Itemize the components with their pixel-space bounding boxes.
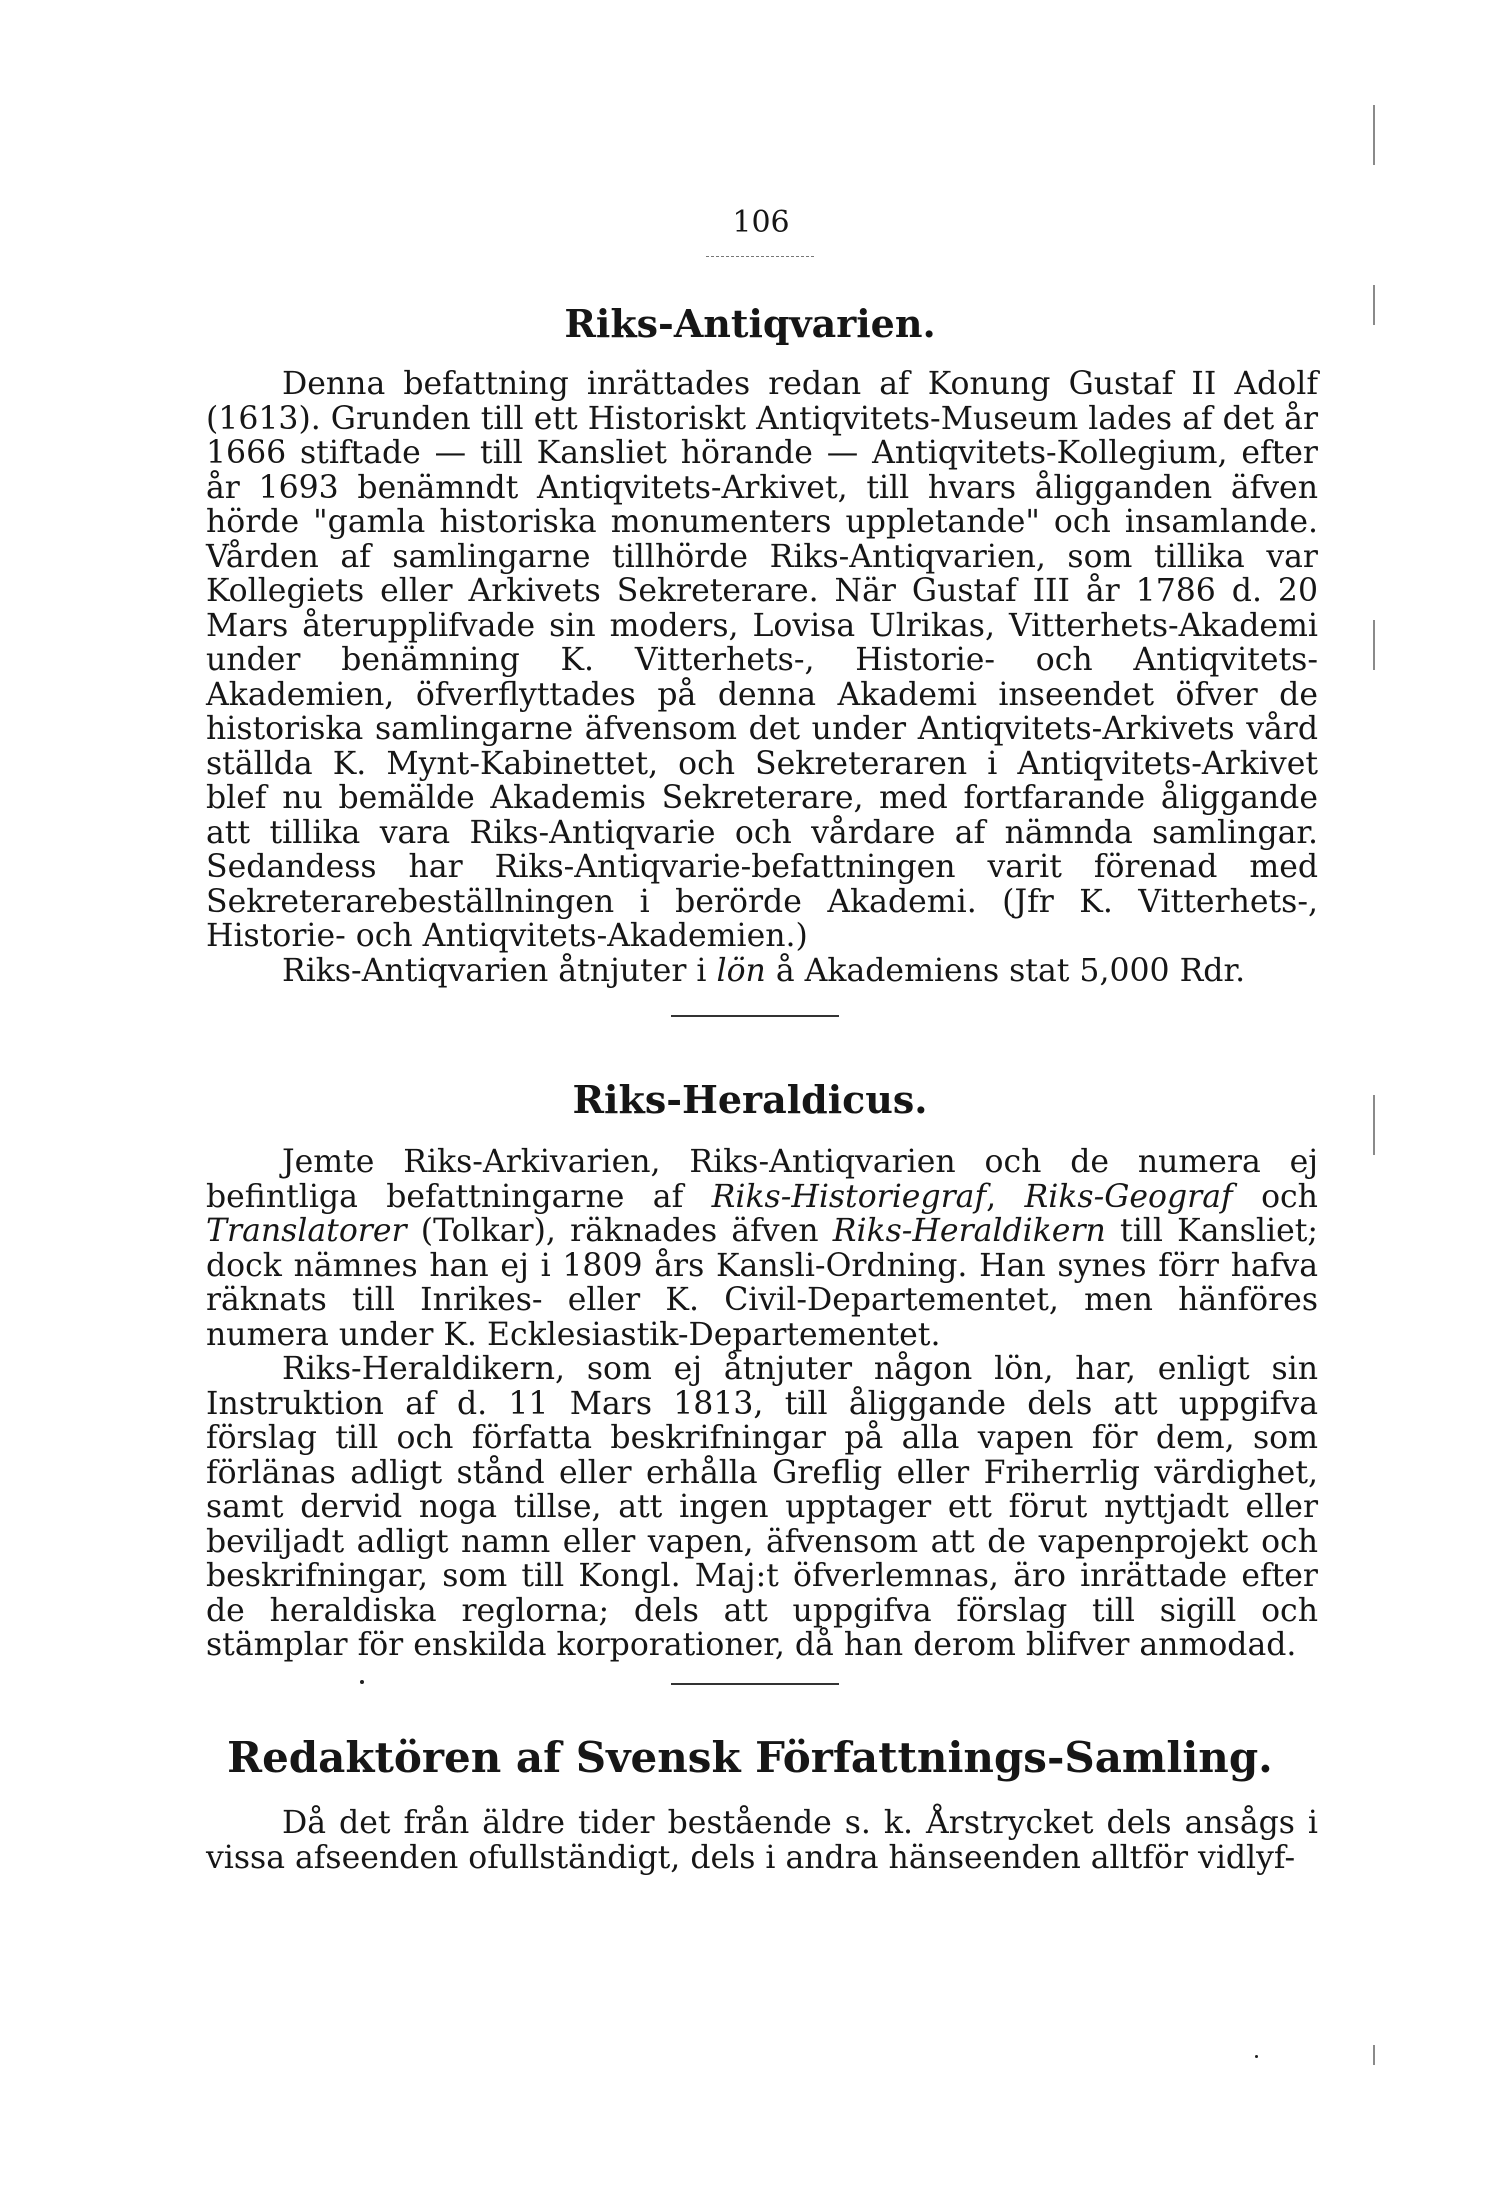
scan-edge-mark bbox=[1373, 105, 1375, 165]
italic-term: Riks-Heraldikern bbox=[832, 1213, 1106, 1249]
section-body-riks-heraldicus bbox=[206, 1145, 1318, 1663]
text-run: till Kansliet; dock nämnes han ej i 1809 års Kansli-Ordning. Han synes förr hafva räknats till Inrikes- eller K. Civil-Departementet, men hänföres numera under K. Ecklesiastik-Departementet. bbox=[206, 1213, 1318, 1353]
stray-dot bbox=[360, 1680, 364, 1684]
page-number: 106 bbox=[732, 205, 790, 240]
salary-text: Riks-Antiqvarien åtnjuter i bbox=[282, 952, 717, 989]
italic-term: Translatorer bbox=[206, 1213, 407, 1249]
section-divider bbox=[671, 1015, 839, 1017]
paragraph: Riks-Heraldikern, som ej åtnjuter någon lön, har, enligt sin Instruktion af d. 11 Mars 1813, till åliggande dels att uppgifva förslag till och författa beskrifningar på alla vapen för dem, som förlänas adligt stånd eller erhålla Greflig eller Friherrlig värdighet, samt dervid noga tillse, att ingen upptager ett förut nyttjadt eller beviljadt adligt namn eller vapen, äfvensom att de vapenprojekt och beskrifningar, som till Kongl. Maj:t öfverlemnas, äro inrättade efter de heraldiska reglorna; dels att uppgifva förslag till sigill och stämplar för enskilda korporationer, då han derom blifver anmodad. bbox=[206, 1351, 1318, 1663]
salary-line bbox=[206, 954, 1318, 989]
scan-edge-mark bbox=[1373, 620, 1375, 670]
section-heading-riks-heraldicus: Riks-Heraldicus. bbox=[572, 1077, 928, 1122]
section-heading-redaktoren: Redaktören af Svensk Författnings-Samling. bbox=[227, 1733, 1273, 1782]
stray-dot bbox=[1255, 2055, 1258, 2058]
scan-edge-mark bbox=[1373, 1095, 1375, 1155]
paragraph: Då det från äldre tider bestående s. k. Årstrycket dels ansågs i vissa afseenden ofullständigt, dels i andra hänseenden alltför vidlyf- bbox=[206, 1805, 1318, 1876]
scan-edge-mark bbox=[1373, 285, 1375, 325]
italic-term: Riks-Geograf bbox=[1024, 1178, 1233, 1215]
section-divider bbox=[671, 1683, 839, 1685]
section-heading-riks-antiqvarien: Riks-Antiqvarien. bbox=[564, 301, 936, 346]
section-body-redaktoren bbox=[206, 1806, 1318, 1875]
paragraph bbox=[206, 1145, 1318, 1352]
italic-term: Riks-Historiegraf bbox=[711, 1178, 987, 1215]
text-run: , bbox=[986, 1178, 1025, 1215]
text-run: (Tolkar), räknades äfven bbox=[406, 1213, 833, 1249]
paragraph: Denna befattning inrättades redan af Konung Gustaf II Adolf (1613). Grunden till ett Historiskt Antiqvitets-Museum lades af det år 1666 stiftade — till Kansliet hörande — Antiqvitets-Kollegium, efter år 1693 benämndt Antiqvitets-Arkivet, till hvars åligganden äfven hörde "gamla historiska monumenters uppletande" och insamlande. Vården af samlingarne tillhörde Riks-Antiqvarien, som tillika var Kollegiets eller Arkivets Sekreterare. När Gustaf III år 1786 d. 20 Mars återupplifvade sin moders, Lovisa Ulrikas, Vitterhets-Akademi under benämning K. Vitterhets-, Historie- och Antiqvitets-Akademien, öfverflyttades på denna Akademi inseendet öfver de historiska samlingarne äfvensom det under Antiqvitets-Arkivets vård ställda K. Mynt-Kabinettet, och Sekreteraren i Antiqvitets-Arkivet blef nu bemälde Akademis Sekreterare, med fortfarande åliggande att tillika vara Riks-Antiqvarie och vårdare af nämnda samlingar. Sedandess har Riks-Antiqvarie-befattningen varit förenad med Sekreterarebeställningen i berörde Akademi. (Jfr K. Vitterhets-, Historie- och Antiqvitets-Akademien.) bbox=[206, 366, 1318, 954]
scan-edge-mark bbox=[1373, 2045, 1375, 2065]
salary-text-end: å Akademiens stat 5,000 Rdr. bbox=[765, 952, 1246, 989]
text-run: och bbox=[1232, 1178, 1318, 1215]
salary-italic: lön bbox=[716, 952, 766, 989]
section-body-riks-antiqvarien bbox=[206, 367, 1318, 988]
page-number-underline bbox=[706, 256, 814, 257]
text-run: Jemte Riks-Arkivarien, Riks-Antiqvarien och de numera ej befintliga befattningarne af bbox=[206, 1144, 1318, 1215]
